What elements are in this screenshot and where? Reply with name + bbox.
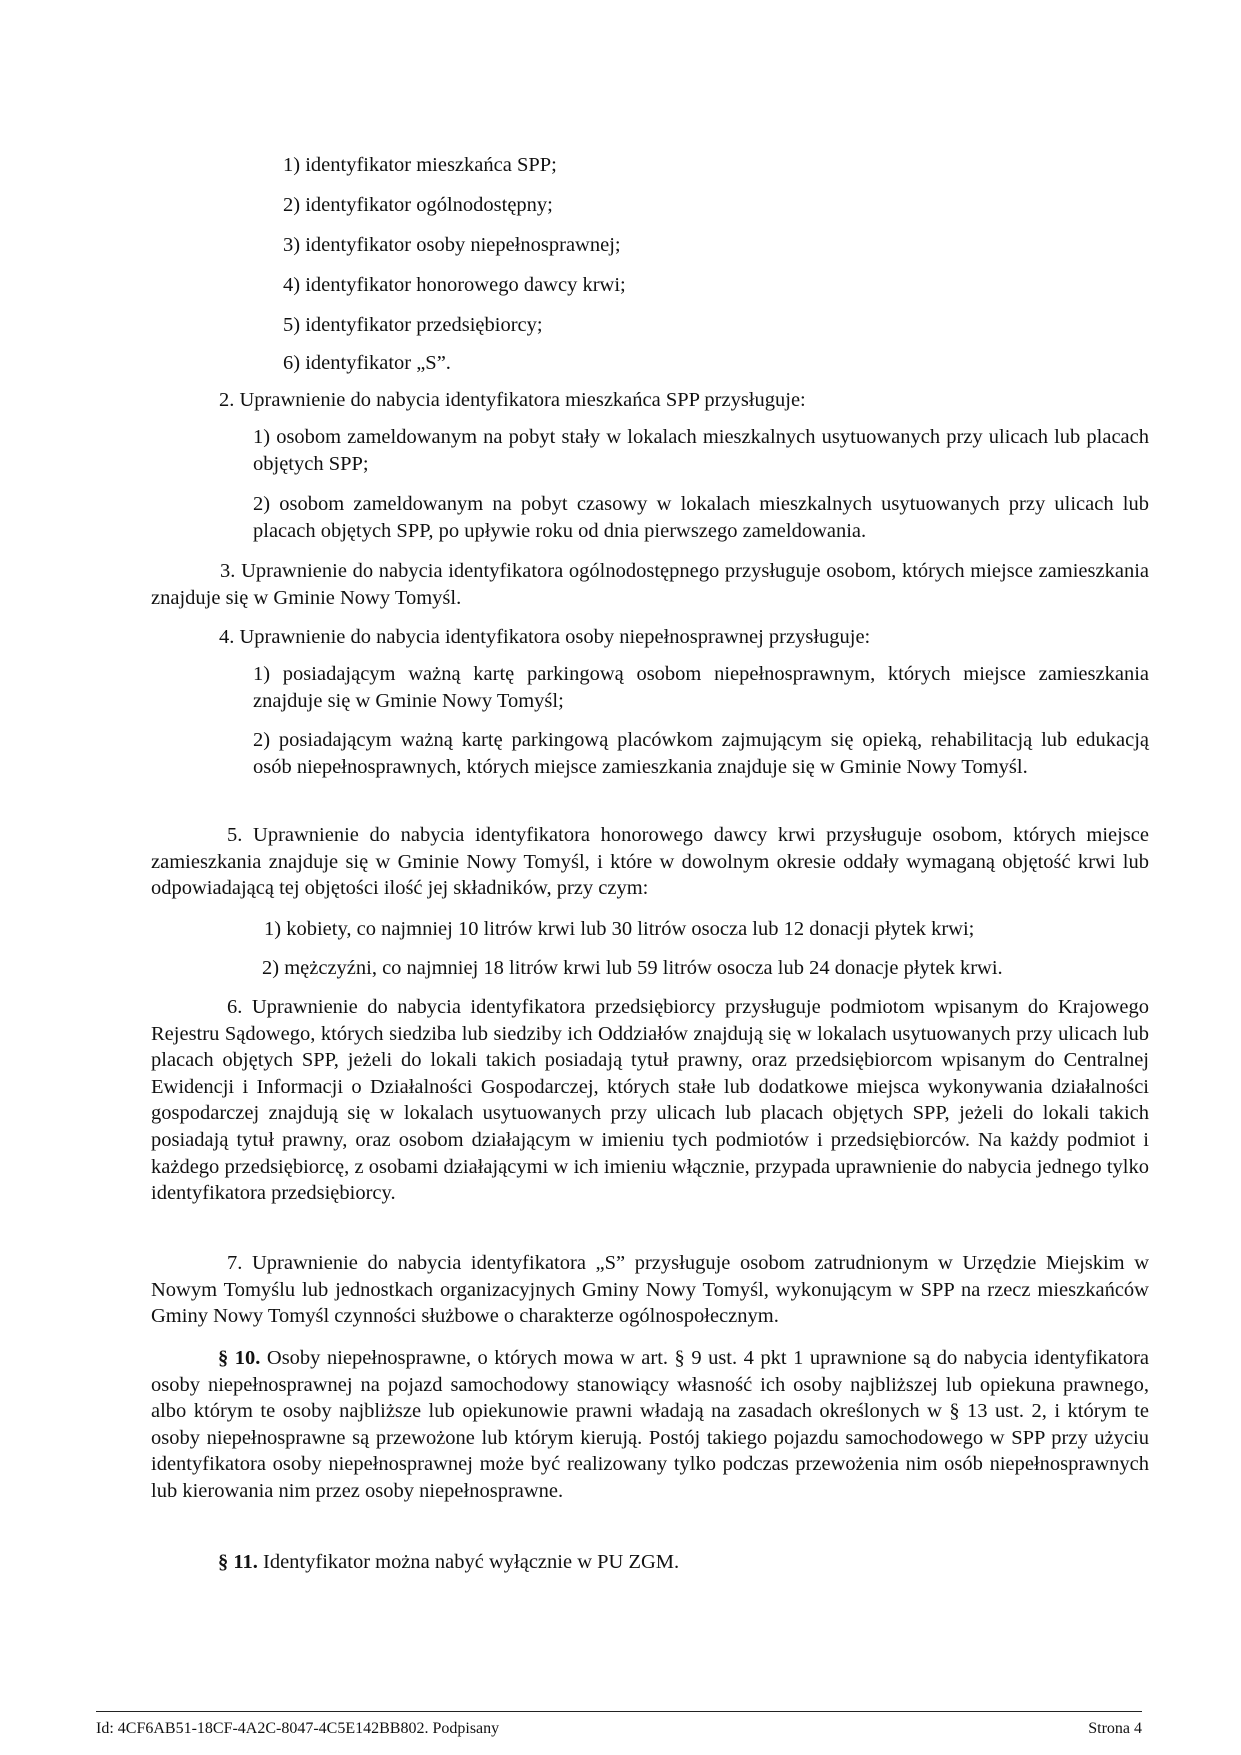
paragraph-11-label: § 11. (218, 1551, 258, 1573)
section-5-item-2: 2) mężczyźni, co najmniej 18 litrów krwi lub 59 litrów osocza lub 24 donacje płytek krwi. (262, 957, 1003, 979)
paragraph-11 (151, 1549, 1149, 1576)
section-2-item-2: 2) osobom zameldowanym na pobyt czasowy w lokalach mieszkalnych usytuowanych przy ulicach lub placach objętych SPP, po upływie roku od dnia pierwszego zameldowania. (253, 493, 1149, 542)
list-item: 6) identyfikator „S”. (283, 352, 451, 374)
section-4-item-1: 1) posiadającym ważną kartę parkingową osobom niepełnosprawnym, których miejsce zamieszkania znajduje się w Gminie Nowy Tomyśl; (253, 663, 1149, 712)
list-item: 3) identyfikator osoby niepełnosprawnej; (283, 234, 621, 256)
section-6: 6. Uprawnienie do nabycia identyfikatora przedsiębiorcy przysługuje podmiotom wpisanym do Krajowego Rejestru Sądowego, których siedziba lub siedziby ich Oddziałów znajdują się w lokalach usytuowanych przy ulicach lub placach objętych SPP, jeżeli do lokali takich posiadają tytuł prawny, oraz przedsiębiorcom wpisanym do Centralnej Ewidencji i Informacji o Działalności Gospodarczej, których stałe lub dodatkowe miejsca wykonywania działalności gospodarczej znajdują się w lokalach usytuowanych przy ulicach lub placach objętych SPP, jeżeli do lokali takich posiadają tytuł prawny, oraz osobom działającym w imieniu tych podmiotów i przedsiębiorców. Na każdy podmiot i każdego przedsiębiorcę, z osobami działającymi w ich imieniu włącznie, przypada uprawnienie do nabycia jednego tylko identyfikatora przedsiębiorcy. (151, 996, 1149, 1205)
paragraph-10-label: § 10. (218, 1347, 261, 1369)
section-4-intro: 4. Uprawnienie do nabycia identyfikatora osoby niepełnosprawnej przysługuje: (219, 626, 871, 648)
paragraph-10-text: Osoby niepełnosprawne, o których mowa w art. § 9 ust. 4 pkt 1 uprawnione są do nabycia identyfikatora osoby niepełnosprawnej na pojazd samochodowy stanowiący własność ich osoby najbliższej lub opiekuna prawnego, albo którym te osoby najbliższe lub opiekunowie prawni władają na zasadach określonych w § 13 ust. 2, i którym te osoby niepełnosprawne są przewożone lub którym kierują. Postój takiego pojazdu samochodowego w SPP przy użyciu identyfikatora osoby niepełnosprawnej może być realizowany tylko podczas przewożenia nim osób niepełnosprawnych lub kierowania nim przez osoby niepełnosprawne. (151, 1347, 1149, 1502)
section-4-item-2: 2) posiadającym ważną kartę parkingową placówkom zajmującym się opieką, rehabilitacją lub edukacją osób niepełnosprawnych, których miejsce zamieszkania znajduje się w Gminie Nowy Tomyśl. (253, 729, 1149, 778)
list-item: 4) identyfikator honorowego dawcy krwi; (283, 274, 626, 296)
footer-divider (96, 1711, 1142, 1712)
section-3: 3. Uprawnienie do nabycia identyfikatora ogólnodostępnego przysługuje osobom, których miejsce zamieszkania znajduje się w Gminie Nowy Tomyśl. (151, 560, 1149, 609)
section-2-item-1: 1) osobom zameldowanym na pobyt stały w lokalach mieszkalnych usytuowanych przy ulicach lub placach objętych SPP; (253, 426, 1149, 475)
paragraph-11-text: Identyfikator można nabyć wyłącznie w PU ZGM. (257, 1551, 680, 1573)
paragraph-10 (151, 1345, 1149, 1505)
page-number: Strona 4 (1088, 1720, 1142, 1737)
list-item: 2) identyfikator ogólnodostępny; (283, 194, 553, 216)
document-id: Id: 4CF6AB51-18CF-4A2C-8047-4C5E142BB802. Podpisany (96, 1720, 500, 1737)
section-2-intro: 2. Uprawnienie do nabycia identyfikatora mieszkańca SPP przysługuje: (219, 389, 806, 411)
section-5-item-1: 1) kobiety, co najmniej 10 litrów krwi lub 30 litrów osocza lub 12 donacji płytek krwi; (264, 918, 975, 940)
list-item: 1) identyfikator mieszkańca SPP; (283, 154, 557, 176)
section-5-intro: 5. Uprawnienie do nabycia identyfikatora honorowego dawcy krwi przysługuje osobom, których miejsce zamieszkania znajduje się w Gminie Nowy Tomyśl, i które w dowolnym okresie oddały wymaganą objętość krwi lub odpowiadającą tej objętości ilość jej składników, przy czym: (151, 824, 1149, 900)
list-item: 5) identyfikator przedsiębiorcy; (283, 314, 543, 336)
section-7: 7. Uprawnienie do nabycia identyfikatora „S” przysługuje osobom zatrudnionym w Urzędzie Miejskim w Nowym Tomyślu lub jednostkach organizacyjnych Gminy Nowy Tomyśl, wykonującym w SPP na rzecz mieszkańców Gminy Nowy Tomyśl czynności służbowe o charakterze ogólnospołecznym. (151, 1252, 1149, 1328)
